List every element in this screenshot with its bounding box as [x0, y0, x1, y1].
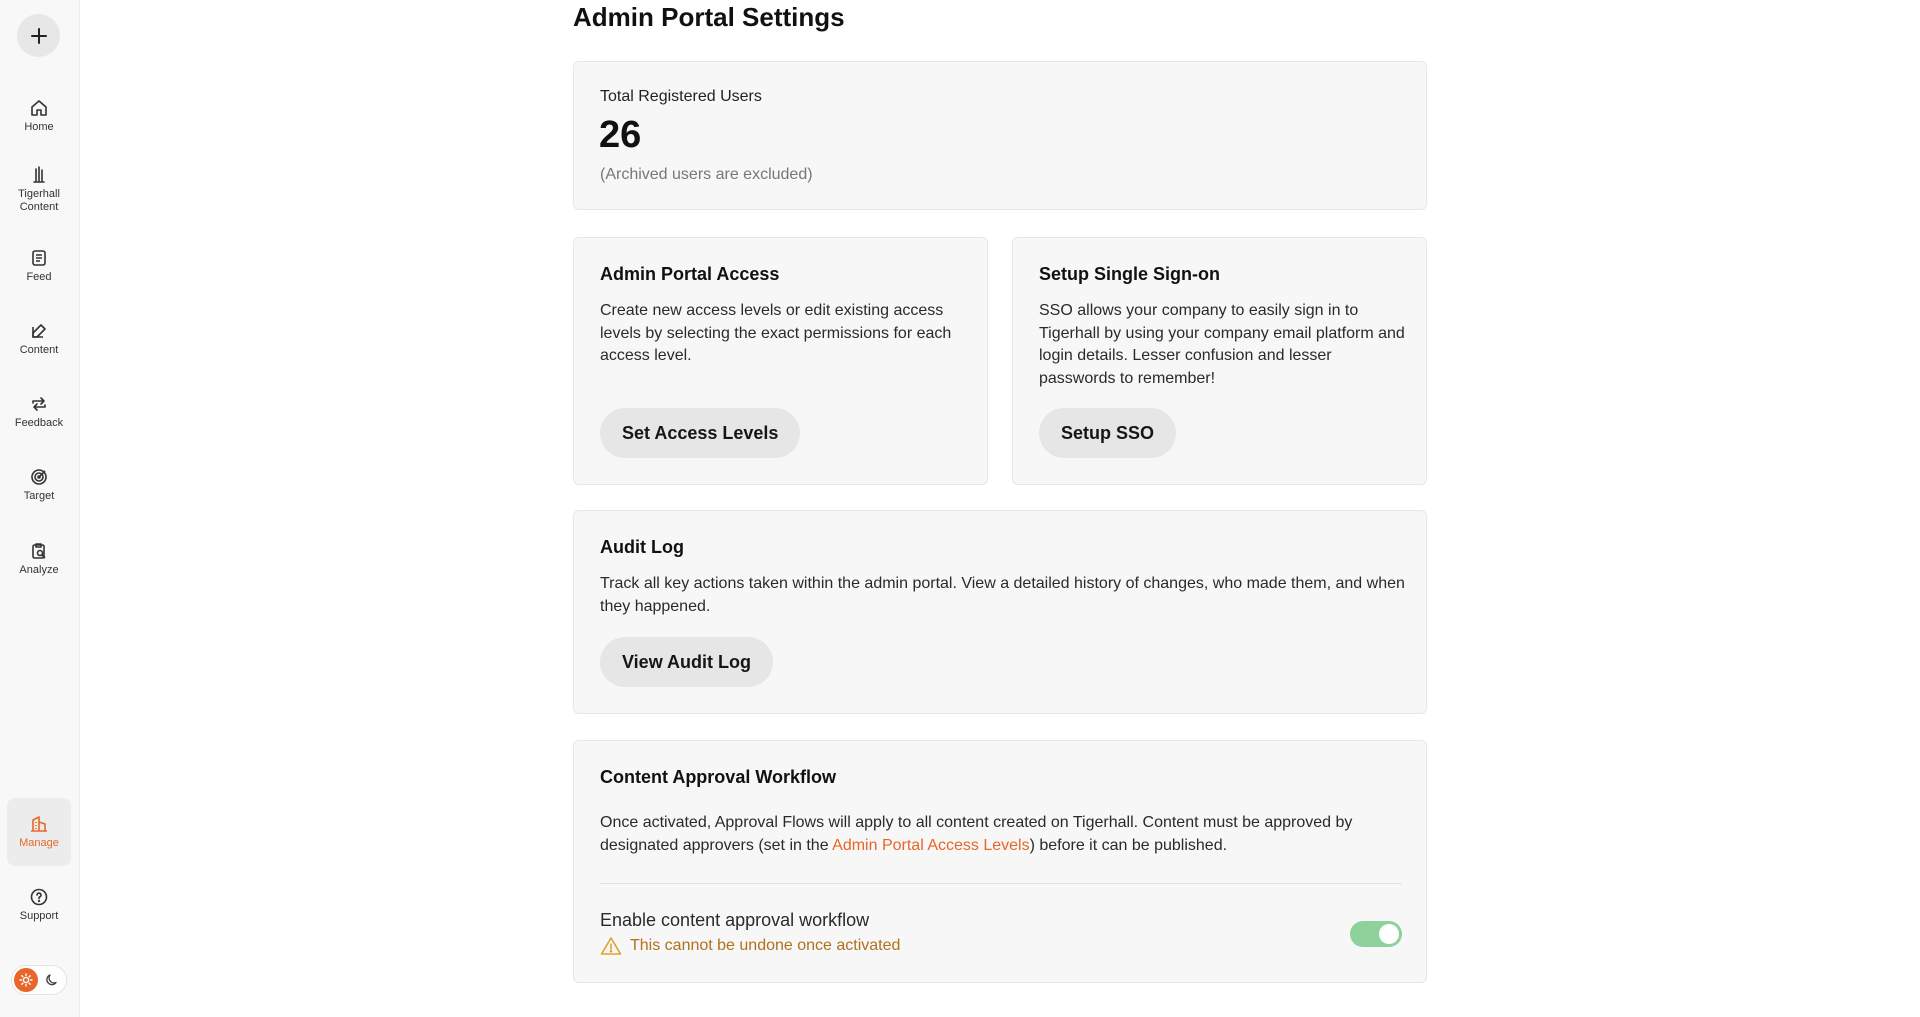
sidebar-item-label: Support [19, 910, 59, 922]
sidebar-item-label: Content [19, 344, 59, 356]
repeat-icon [29, 394, 49, 414]
description-line: login details. Lesser confusion and lesser [1039, 347, 1332, 364]
audit-log-card [573, 510, 1427, 714]
dark-mode-button[interactable] [41, 968, 65, 992]
sidebar-item-feedback[interactable] [7, 380, 71, 444]
card-description [600, 573, 1405, 618]
stat-note: (Archived users are excluded) [600, 166, 813, 183]
content-approval-card [573, 740, 1427, 983]
light-mode-button[interactable] [14, 968, 38, 992]
description-text: designated approvers (set in the [600, 836, 833, 854]
card-description [600, 812, 1352, 857]
page-title: Admin Portal Settings [573, 2, 845, 32]
home-icon [29, 98, 49, 118]
sidebar-item-label: Tigerhall Content [18, 187, 60, 213]
plus-icon [30, 27, 48, 45]
stats-card [573, 61, 1427, 210]
card-title: Content Approval Workflow [600, 767, 836, 787]
toggle-knob [1379, 924, 1399, 944]
card-description [1039, 300, 1405, 390]
sidebar-item-manage[interactable] [7, 798, 71, 866]
sidebar-item-feed[interactable] [7, 234, 71, 298]
description-line: levels by selecting the exact permissions for each [600, 324, 952, 342]
toggle-label: Enable content approval workflow [600, 910, 870, 930]
view-audit-log-button[interactable]: View Audit Log [600, 637, 773, 687]
warning-message [600, 936, 900, 956]
card-title: Audit Log [600, 537, 684, 557]
add-button[interactable] [17, 14, 60, 57]
sidebar [0, 0, 80, 1017]
sidebar-item-target[interactable] [7, 453, 71, 517]
sidebar-item-analyze[interactable] [7, 527, 71, 591]
admin-portal-access-levels-link[interactable]: Admin Portal Access Levels [832, 836, 1030, 854]
description-line: Track all key actions taken within the admin portal. View a detailed history of changes, who made them, and when [600, 575, 1405, 592]
clipboard-search-icon [29, 541, 49, 561]
feed-icon [29, 248, 49, 268]
description-text: ) before it can be published. [1029, 836, 1228, 854]
stat-value: 26 [599, 114, 642, 156]
set-access-levels-button[interactable]: Set Access Levels [600, 408, 800, 458]
card-title: Admin Portal Access [600, 264, 780, 284]
sidebar-item-label: Home [24, 121, 54, 133]
sidebar-item-label: Feedback [14, 417, 64, 429]
warning-triangle-icon [600, 936, 622, 956]
description-line: Once activated, Approval Flows will apply to all content created on Tigerhall. Content must be approved by [600, 814, 1353, 831]
description-line: Create new access levels or edit existing access [600, 302, 944, 319]
sidebar-item-support[interactable] [7, 873, 71, 937]
sidebar-item-home[interactable] [7, 84, 71, 148]
description-line: Tigerhall by using your company email platform and [1039, 324, 1405, 342]
description-line: they happened. [600, 597, 711, 615]
sidebar-item-content[interactable] [7, 307, 71, 371]
divider [600, 883, 1402, 884]
setup-sso-button[interactable]: Setup SSO [1039, 408, 1176, 458]
enable-approval-workflow-toggle[interactable] [1350, 921, 1402, 947]
sidebar-item-label: Analyze [19, 564, 59, 576]
sidebar-item-label: Target [23, 490, 55, 502]
description-line: SSO allows your company to easily sign in to [1039, 302, 1359, 319]
stat-label: Total Registered Users [600, 88, 762, 105]
building-icon [29, 814, 49, 834]
sidebar-item-tigerhall-content[interactable] [7, 153, 71, 225]
description-line: access level. [600, 347, 692, 364]
description-line: passwords to remember! [1039, 369, 1216, 387]
pencil-edit-icon [29, 321, 49, 341]
sidebar-item-label: Feed [26, 271, 52, 283]
moon-icon [45, 973, 59, 987]
description-line [600, 835, 1352, 858]
question-circle-icon [29, 887, 49, 907]
single-sign-on-card [1012, 237, 1427, 485]
tigerhall-icon [29, 165, 49, 185]
card-description [600, 300, 951, 368]
card-title: Setup Single Sign-on [1039, 264, 1220, 284]
admin-portal-access-card [573, 237, 988, 485]
theme-toggle[interactable] [11, 965, 67, 995]
warning-text: This cannot be undone once activated [630, 937, 901, 954]
sun-icon [19, 973, 33, 987]
target-icon [29, 467, 49, 487]
sidebar-item-label: Manage [19, 837, 59, 849]
